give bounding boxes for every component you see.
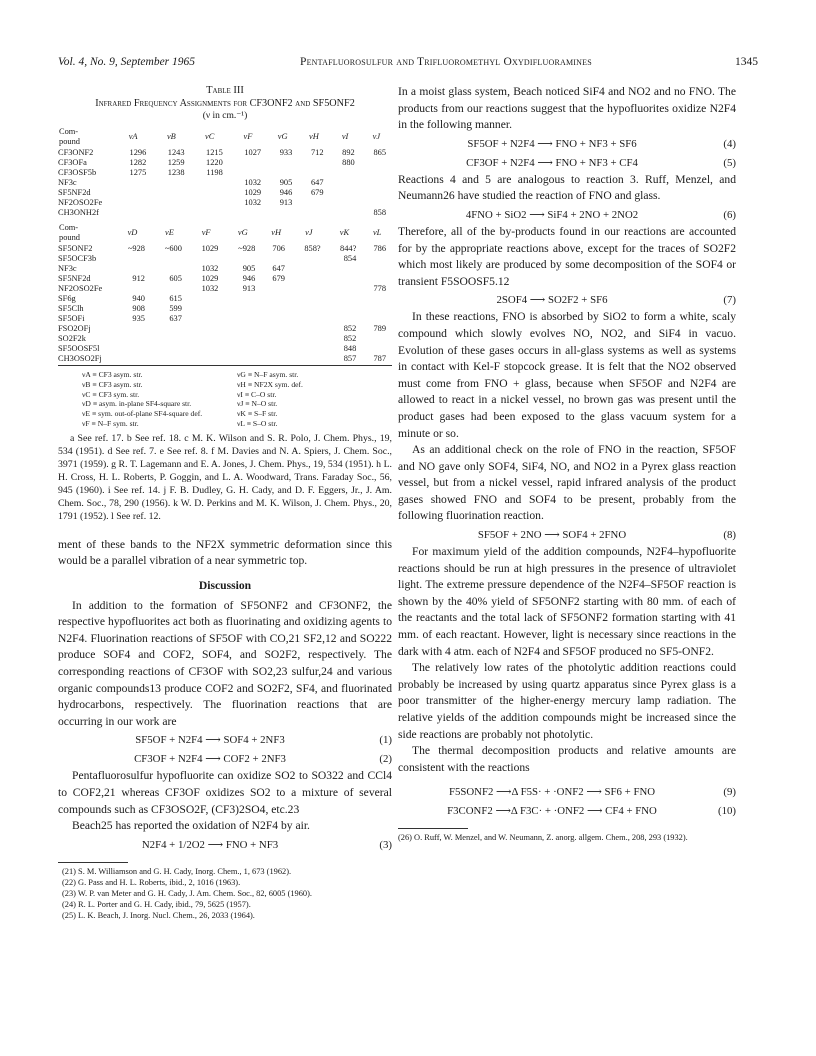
- frequency-cell: [224, 344, 261, 354]
- frequency-cell: [188, 354, 224, 364]
- compound-cell: SF5ONF2: [58, 244, 93, 253]
- frequency-cell: 789: [373, 324, 386, 333]
- page-number: 1345: [735, 56, 758, 68]
- table-row: [58, 148, 392, 158]
- table-row: [58, 354, 392, 364]
- frequency-cell: [191, 188, 229, 198]
- table-notes: a See ref. 17. b See ref. 18. c M. K. Wilson and S. R. Polo, J. Chem. Phys., 19, 534 (1951). d See ref. 7. e See ref. 8. f M. Davies and N. A. Spiers, J. Chem. Soc., 3971 (1959). g R. T. Lagemann and E. A. Jones, J. Chem. Phys., 19, 534 (1951). h L. H. Cross, H. L. Roberts, P. Goggin, and L. A. Woodward, Trans. Faraday Soc., 56, 945 (1960). i See ref. 14. j F. B. Dudley, G. H. Cady, and D. F. Eggers, Jr., J. Am. Chem. Soc., 78, 290 (1956). k W. D. Perkins and M. K. Wilson, J. Chem. Phys., 20, 1791 (1952). l See ref. 12.: [58, 432, 392, 522]
- equation-number: (4): [723, 137, 736, 150]
- frequency-cell: [330, 198, 361, 208]
- frequency-cell: 1275: [129, 168, 147, 177]
- column-header: νA: [128, 132, 138, 141]
- frequency-cell: [361, 198, 392, 208]
- frequency-cell: [362, 274, 392, 284]
- legend-item: νG ≡ N–F asym. str.: [237, 370, 299, 379]
- frequency-cell: [229, 158, 267, 168]
- compound-cell: SF5OFi: [58, 314, 85, 323]
- frequency-cell: [330, 178, 361, 188]
- right-column: [398, 84, 736, 843]
- frequency-cell: [298, 158, 329, 168]
- frequency-cell: [330, 188, 361, 198]
- frequency-cell: [229, 168, 267, 178]
- frequency-cell: 1296: [129, 148, 147, 157]
- frequency-cell: [291, 264, 327, 274]
- frequency-cell: 1029: [201, 244, 219, 253]
- table-row: [58, 208, 392, 218]
- paragraph: As an additional check on the role of FNO in the reaction, SF5OF and NO gave only SOF4, SiF4, NO, and NO2 in a Pyrex glass reaction vessel, but from a nickel vessel, rapid infrared analysis of the product gases showed FNO and SOF4 to be present, probably from the following fluorination reaction.: [398, 443, 736, 523]
- compound-cell: SF6g: [58, 294, 76, 303]
- legend-item: νH ≡ NF2X sym. def.: [237, 379, 303, 389]
- legend-item: νE ≡ sym. out-of-plane SF4-square def.: [82, 409, 203, 419]
- frequency-cell: [327, 274, 363, 284]
- part1-header-row: [58, 126, 392, 148]
- table-row: [58, 244, 392, 254]
- frequency-cell: [362, 294, 392, 304]
- frequency-cell: [114, 178, 152, 188]
- frequency-cell: 1238: [167, 168, 185, 177]
- legend-item: νC ≡ CF3 sym. str.: [82, 389, 140, 399]
- table-legend: [82, 370, 392, 429]
- frequency-cell: [362, 334, 392, 344]
- frequency-cell: 1243: [167, 148, 185, 157]
- running-title: Pentafluorosulfur and Trifluoromethyl Oxydifluoramines: [300, 56, 592, 68]
- frequency-cell: 940: [132, 294, 145, 303]
- frequency-cell: [327, 284, 363, 294]
- column-header: νL: [372, 228, 382, 237]
- equation-number: (1): [379, 734, 392, 747]
- equation-2: [58, 749, 392, 768]
- frequency-cell: [151, 284, 188, 294]
- frequency-cell: [330, 208, 361, 218]
- compound-cell: NF2OSO2Fe: [58, 284, 103, 293]
- frequency-cell: 679: [310, 188, 324, 197]
- column-header: νJ: [305, 228, 313, 237]
- column-header: νD: [127, 228, 138, 237]
- frequency-cell: 865: [373, 148, 386, 157]
- frequency-cell: [152, 188, 190, 198]
- frequency-cell: [362, 254, 392, 264]
- legend-item: νB ≡ CF3 asym. str.: [82, 379, 143, 389]
- compound-cell: SF5NF2d: [58, 188, 91, 197]
- frequency-cell: [298, 198, 329, 208]
- frequency-cell: [114, 208, 152, 218]
- paragraph: In these reactions, FNO is absorbed by SiO2 to form a white, scaly compound which slowly evolves NO, NO2, and SiF4 in vacuo. Evolution of these gases occurs in all-glass systems as well as systems in contact with Kel-F stopcock grease. It is felt that the NO2 observed must come from FNO + glass, because when SF5OF and N2F4 are allowed to react in a nickel vessel, no brown gas was present until the product gases had been exposed to the glass vacuum system for a minute or so.: [398, 310, 736, 440]
- table-title: Table III: [206, 85, 244, 96]
- frequency-cell: 858: [373, 208, 386, 217]
- column-header: νJ: [372, 132, 381, 141]
- equation-9: [398, 782, 736, 801]
- frequency-cell: [114, 188, 152, 198]
- running-header: [58, 56, 758, 72]
- paragraph: The relatively low rates of the photolytic addition reactions could probably be increased by using quartz apparatus since Pyrex glass is a poor transmitter of the higher-energy mercury lamp radiation. The relative yields of the addition compounds might be increased since the side reactions are probably not photolytic.: [398, 661, 736, 741]
- equation-text: CF3OF + N2F4 ⟶ FNO + NF3 + CF4: [466, 156, 638, 169]
- table-row: [58, 178, 392, 188]
- frequency-cell: 905: [279, 178, 293, 187]
- column-header: νI: [341, 132, 349, 141]
- frequency-cell: [291, 294, 327, 304]
- frequency-cell: [188, 334, 224, 344]
- legend-item: νA ≡ CF3 asym. str.: [82, 370, 143, 379]
- compound-cell: CF3ONF2: [58, 148, 94, 157]
- part2-header-row: [58, 222, 392, 244]
- paragraph: ment of these bands to the NF2X symmetric deformation since this would be a parallel vibration of a near symmetric top.: [58, 537, 392, 568]
- frequency-cell: [362, 264, 392, 274]
- compound-cell: NF3c: [58, 178, 77, 187]
- frequency-cell: 933: [279, 148, 293, 157]
- frequency-cell: [298, 208, 329, 218]
- frequency-cell: [152, 208, 190, 218]
- frequency-cell: 786: [373, 244, 386, 253]
- frequency-cell: [327, 304, 363, 314]
- ir-table-part2: [58, 222, 392, 364]
- frequency-cell: [151, 334, 188, 344]
- frequency-cell: [261, 254, 291, 264]
- equation-number: (3): [379, 838, 392, 851]
- frequency-cell: 1032: [201, 284, 219, 293]
- paragraph: Pentafluorosulfur hypofluorite can oxidize SO2 to SO322 and CCl4 to COF2,21 whereas CF3OF oxidizes SO2 to a mixture of several compounds such as CF3OSO2F, (CF3)2SO4, etc.23: [58, 769, 392, 816]
- legend-item: νK ≡ S–F str.: [237, 409, 278, 419]
- frequency-cell: 857: [343, 354, 357, 363]
- frequency-cell: [114, 334, 151, 344]
- equation-number: (7): [723, 294, 736, 307]
- frequency-cell: 605: [169, 274, 182, 283]
- table-row: [58, 324, 392, 334]
- frequency-cell: 637: [169, 314, 182, 323]
- frequency-cell: [291, 334, 327, 344]
- table-row: [58, 304, 392, 314]
- table-row: [58, 274, 392, 284]
- frequency-cell: [224, 334, 261, 344]
- frequency-cell: 946: [279, 188, 293, 197]
- frequency-cell: 935: [132, 314, 145, 323]
- paragraph: In addition to the formation of SF5ONF2 and CF3ONF2, the respective hypofluorites act both as fluorinating and oxidizing agents to N2F4. Fluorination reactions of SF5OF with CO,21 SF2,12 and SO222 produce SOF4 and COF2, SOF4, and SO2F2, respectively. The corresponding reactions of CF3OF with SO2,23 sulfur,24 and various organic compounds13 produce COF2 and SO2F2, SF4, and fluorinated hydrocarbons, respectively. The fluorination reactions that are occurring in our work are: [58, 598, 392, 728]
- frequency-cell: [261, 354, 291, 364]
- frequency-cell: 1032: [201, 264, 219, 273]
- equation-7: [398, 290, 736, 309]
- compound-cell: NF3c: [58, 264, 77, 273]
- frequency-cell: 647: [310, 178, 324, 187]
- frequency-cell: 852: [343, 324, 357, 333]
- frequency-cell: [224, 294, 261, 304]
- compound-cell: SF5NF2d: [58, 274, 91, 283]
- table-row: [58, 344, 392, 354]
- frequency-cell: [361, 188, 392, 198]
- paragraph: Beach25 has reported the oxidation of N2F4 by air.: [72, 819, 310, 833]
- paragraph: For maximum yield of the addition compounds, N2F4–hypofluorite reactions should be run at high pressures in the presence of ultraviolet light. The extreme pressure dependence of the N2F4–SF5OF reaction is shown by the 40% yield of SF5ONF2 starting with 80 mm. of each of the reactants and the total lack of SF5ONF2 formation starting with 41 mm. of each reactant. However, light is necessary since reactions in the dark with 4 atm. each of N2F4 and SF5OF produced no SF5-ONF2.: [398, 545, 736, 658]
- table-row: [58, 314, 392, 324]
- compound-cell: CH3ONH2f: [58, 208, 99, 217]
- frequency-cell: [291, 354, 327, 364]
- legend-item: νI ≡ C–O str.: [237, 389, 277, 399]
- frequency-cell: 778: [373, 284, 386, 293]
- column-header: νK: [339, 228, 350, 237]
- table-row: [58, 188, 392, 198]
- frequency-cell: 1220: [206, 158, 223, 167]
- frequency-cell: [188, 314, 224, 324]
- frequency-cell: 913: [242, 284, 256, 293]
- column-header: νH: [309, 132, 319, 141]
- legend-item: νJ ≡ N–O str.: [237, 399, 278, 409]
- column-header: Com- pound: [59, 127, 80, 146]
- frequency-cell: ~928: [127, 244, 145, 253]
- equation-6: [398, 205, 736, 224]
- journal-issue: Vol. 4, No. 9, September 1965: [58, 56, 196, 68]
- frequency-cell: [114, 198, 152, 208]
- frequency-cell: [114, 264, 151, 274]
- equation-number: (5): [723, 156, 736, 169]
- frequency-cell: [291, 304, 327, 314]
- equation-3: [58, 835, 392, 854]
- equation-1: [58, 730, 392, 749]
- frequency-cell: [261, 344, 291, 354]
- frequency-cell: 1029: [244, 188, 262, 197]
- compound-cell: SF5OCF3b: [58, 254, 97, 263]
- frequency-cell: [191, 178, 229, 188]
- compound-cell: CF3OSF5b: [58, 168, 97, 177]
- equation-text: SF5OF + 2NO ⟶ SOF4 + 2FNO: [477, 529, 627, 542]
- frequency-cell: [152, 178, 190, 188]
- equation-text: F3CONF2 ⟶Δ F3C· + ·ONF2 ⟶ CF4 + FNO: [447, 805, 657, 818]
- table-row: [58, 198, 392, 208]
- frequency-cell: 913: [279, 198, 293, 207]
- equation-number: (9): [723, 786, 736, 799]
- frequency-cell: ~928: [238, 244, 256, 253]
- table-units: (ν in cm.⁻¹): [202, 111, 248, 121]
- paragraph: Reactions 4 and 5 are analogous to reaction 3. Ruff, Menzel, and Neumann26 have studied the reaction of FNO and glass.: [398, 172, 736, 203]
- footnote: (22) G. Pass and H. L. Roberts, ibid., 2, 1016 (1963).: [62, 877, 241, 887]
- frequency-cell: [298, 168, 329, 178]
- frequency-cell: ~600: [164, 244, 182, 253]
- equation-number: (6): [723, 208, 736, 221]
- frequency-cell: [291, 324, 327, 334]
- frequency-cell: [224, 254, 261, 264]
- frequency-cell: 908: [132, 304, 145, 313]
- equation-text: N2F4 + 1/2O2 ⟶ FNO + NF3: [141, 838, 279, 851]
- table-row: [58, 284, 392, 294]
- frequency-cell: [151, 354, 188, 364]
- frequency-cell: [151, 324, 188, 334]
- frequency-cell: 1282: [129, 158, 147, 167]
- column-header: νG: [237, 228, 248, 237]
- equation-10: [398, 801, 736, 820]
- frequency-cell: [224, 304, 261, 314]
- frequency-cell: [191, 208, 229, 218]
- left-column: [58, 84, 392, 921]
- frequency-cell: 1259: [167, 158, 185, 167]
- frequency-cell: 905: [242, 264, 256, 273]
- footnote: (24) R. L. Porter and G. H. Cady, ibid., 79, 5625 (1957).: [62, 899, 251, 909]
- frequency-cell: 880: [342, 158, 355, 167]
- legend-item: νL ≡ S–O str.: [237, 418, 278, 428]
- frequency-cell: [362, 344, 392, 354]
- compound-cell: CH3OSO2Fj: [58, 354, 102, 363]
- table-row: [58, 294, 392, 304]
- equation-text: SF5OF + N2F4 ⟶ SOF4 + 2NF3: [135, 734, 285, 747]
- frequency-cell: [188, 294, 224, 304]
- table-row: [58, 158, 392, 168]
- frequency-cell: 647: [272, 264, 285, 273]
- frequency-cell: 912: [132, 274, 145, 283]
- frequency-cell: [327, 294, 363, 304]
- frequency-cell: [151, 264, 188, 274]
- table-row: [58, 168, 392, 178]
- frequency-cell: [261, 314, 291, 324]
- frequency-cell: [188, 344, 224, 354]
- frequency-cell: [114, 284, 151, 294]
- column-header: νE: [165, 228, 174, 237]
- equation-number: (8): [723, 529, 736, 542]
- equation-number: (10): [718, 805, 736, 818]
- frequency-cell: [114, 354, 151, 364]
- frequency-cell: 848: [343, 344, 357, 353]
- legend-item: νF ≡ N–F sym. str.: [82, 418, 139, 428]
- frequency-cell: 787: [373, 354, 386, 363]
- compound-cell: SF5Clh: [58, 304, 84, 313]
- frequency-cell: [291, 284, 327, 294]
- frequency-cell: 844?: [340, 244, 357, 253]
- frequency-cell: 1032: [244, 178, 262, 187]
- frequency-cell: [261, 294, 291, 304]
- section-heading: Discussion: [198, 578, 252, 592]
- frequency-cell: [151, 254, 188, 264]
- equation-text: CF3OF + N2F4 ⟶ COF2 + 2NF3: [134, 753, 286, 766]
- frequency-cell: [291, 344, 327, 354]
- frequency-cell: 858?: [304, 244, 321, 253]
- frequency-cell: [327, 264, 363, 274]
- frequency-cell: 679: [272, 274, 285, 283]
- equation-4: [398, 134, 736, 153]
- frequency-cell: [327, 314, 363, 324]
- frequency-cell: [114, 344, 151, 354]
- frequency-cell: 852: [343, 334, 357, 343]
- frequency-cell: [291, 314, 327, 324]
- footnotes: [58, 866, 392, 921]
- equation-text: 4FNO + SiO2 ⟶ SiF4 + 2NO + 2NO2: [465, 208, 639, 221]
- footnote: (25) L. K. Beach, J. Inorg. Nucl. Chem., 26, 2033 (1964).: [62, 910, 255, 920]
- column-header: νH: [271, 228, 281, 237]
- frequency-cell: [361, 178, 392, 188]
- table-row: [58, 264, 392, 274]
- frequency-cell: [291, 274, 327, 284]
- frequency-cell: [188, 324, 224, 334]
- frequency-cell: [188, 304, 224, 314]
- frequency-cell: [291, 254, 327, 264]
- frequency-cell: 599: [169, 304, 182, 313]
- column-header: Com- pound: [59, 223, 80, 242]
- frequency-cell: [229, 208, 267, 218]
- frequency-cell: [330, 168, 361, 178]
- legend-item: νD ≡ asym. in-plane SF4-square str.: [82, 399, 192, 409]
- frequency-cell: 1198: [206, 168, 223, 177]
- frequency-cell: 615: [169, 294, 182, 303]
- frequency-cell: 1027: [244, 148, 262, 157]
- frequency-cell: 1032: [244, 198, 262, 207]
- equation-8: [398, 525, 736, 544]
- column-header: νF: [201, 228, 211, 237]
- equation-text: F5SONF2 ⟶Δ F5S· + ·ONF2 ⟶ SF6 + FNO: [448, 786, 656, 799]
- equation-number: (2): [379, 753, 392, 766]
- frequency-cell: [114, 324, 151, 334]
- frequency-cell: [188, 254, 224, 264]
- compound-cell: SO2F2k: [58, 334, 86, 343]
- frequency-cell: [267, 208, 298, 218]
- frequency-cell: [114, 254, 151, 264]
- frequency-cell: [267, 158, 298, 168]
- compound-cell: SF5OOSF5l: [58, 344, 100, 353]
- column-header: νC: [205, 132, 215, 141]
- frequency-cell: [362, 304, 392, 314]
- compound-cell: NF2OSO2Fe: [58, 198, 103, 207]
- table-row: [58, 254, 392, 264]
- table-caption: Infrared Frequency Assignments for CF3ONF2 and SF5ONF2: [95, 98, 355, 109]
- frequency-cell: 1029: [201, 274, 219, 283]
- footnote: (23) W. P. van Meter and G. H. Cady, J. Am. Chem. Soc., 82, 6005 (1960).: [62, 888, 312, 898]
- footnote: (21) S. M. Williamson and G. H. Cady, Inorg. Chem., 1, 673 (1962).: [62, 866, 292, 876]
- frequency-cell: 946: [242, 274, 256, 283]
- frequency-cell: [191, 198, 229, 208]
- frequency-cell: [267, 168, 298, 178]
- column-header: νB: [166, 132, 176, 141]
- frequency-cell: 706: [272, 244, 285, 253]
- frequency-cell: 1215: [206, 148, 223, 157]
- compound-cell: CF3OFa: [58, 158, 87, 167]
- frequency-cell: [361, 168, 392, 178]
- table-row: [58, 334, 392, 344]
- frequency-cell: [261, 334, 291, 344]
- paragraph: Therefore, all of the by-products found in our reactions are accounted for by the appropriate reactions above, except for the traces of SO2F2 which most likely are produced by some decomposition of the SOF4 or transient F5SOOSF5.12: [398, 224, 736, 288]
- frequency-cell: [224, 354, 261, 364]
- ir-table-part1: [58, 126, 392, 218]
- equation-text: SF5OF + N2F4 ⟶ FNO + NF3 + SF6: [467, 137, 637, 150]
- column-header: νG: [277, 132, 288, 141]
- frequency-cell: [224, 324, 261, 334]
- frequency-cell: [152, 198, 190, 208]
- frequency-cell: 712: [310, 148, 324, 157]
- frequency-cell: [224, 314, 261, 324]
- frequency-cell: [362, 314, 392, 324]
- frequency-cell: [261, 324, 291, 334]
- frequency-cell: [361, 158, 392, 168]
- column-header: νF: [243, 132, 253, 141]
- equation-5: [398, 153, 736, 172]
- frequency-cell: 854: [343, 254, 357, 263]
- frequency-cell: 892: [342, 148, 355, 157]
- equation-text: 2SOF4 ⟶ SO2F2 + SF6: [496, 294, 608, 307]
- paragraph: In a moist glass system, Beach noticed SiF4 and NO2 and no FNO. The products from our reactions suggest that the hypofluorites oxidize N2F4 in the following manner.: [398, 85, 736, 132]
- frequency-cell: [151, 344, 188, 354]
- paragraph: The thermal decomposition products and relative amounts are consistent with the reactions: [398, 744, 736, 774]
- footnote: (26) O. Ruff, W. Menzel, and W. Neumann, Z. anorg. allgem. Chem., 208, 293 (1932).: [398, 833, 688, 843]
- compound-cell: FSO2OFj: [58, 324, 91, 333]
- frequency-cell: [261, 304, 291, 314]
- frequency-cell: [261, 284, 291, 294]
